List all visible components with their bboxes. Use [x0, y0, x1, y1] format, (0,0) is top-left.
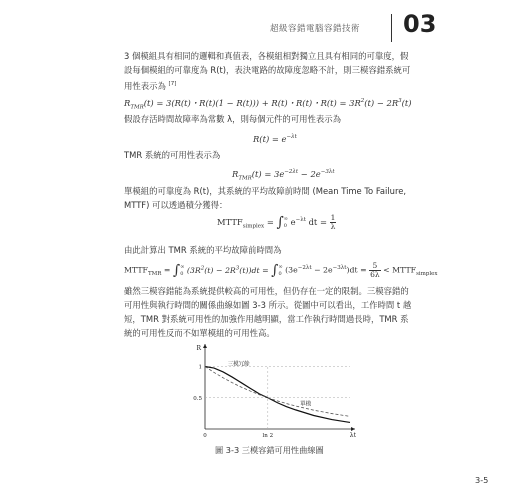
eq5-lower-2: 0: [278, 270, 282, 277]
eq5-sup1: 2: [200, 264, 205, 271]
eq5-sup3: −2λt: [297, 264, 312, 271]
eq5-upper-1: ∞: [180, 263, 185, 270]
eq3-sub: TMR: [238, 175, 252, 182]
eq5-a: =: [161, 265, 173, 275]
chapter-number: 03: [403, 10, 437, 38]
reliability-chart: [190, 340, 360, 442]
equation-mttf-simplex: [217, 214, 336, 231]
eq5-den: 6λ: [370, 270, 380, 279]
eq5-upper-2: ∞: [278, 263, 283, 270]
eq4-lhs: MTTF: [217, 217, 243, 227]
para1-line3: [124, 78, 176, 93]
eq1-sup1: 2: [360, 98, 365, 105]
x-tick-label-ln2: ln 2: [262, 433, 274, 439]
eq4-dt: dt =: [305, 217, 330, 227]
eq4-upper: ∞: [283, 215, 288, 222]
eq4-lower: 0: [283, 222, 287, 229]
eq1-end: (t): [401, 98, 412, 108]
eq1-sup2: 3: [398, 98, 402, 105]
eq5-sup4: −3λt: [332, 264, 347, 271]
fraction-5-over-6lambda: [369, 262, 381, 279]
eq5-h: < MTTF: [380, 265, 417, 275]
chart-labels-layer: [193, 345, 356, 439]
eq4-eq: =: [264, 217, 277, 227]
eq3-lhs: R: [232, 169, 239, 179]
eq4-den: λ: [330, 222, 336, 231]
eq5-g: )dt =: [346, 265, 370, 275]
para6-line2: 可用性與執行時間的關係曲線如圖 3-3 所示。從圖中可以看出，工作時間 t 越: [124, 300, 412, 310]
series-label-simplex: 單模: [300, 401, 312, 408]
citation-ref: [7]: [168, 81, 177, 87]
eq2-body: R(t) = e: [253, 134, 287, 144]
series-label-tmr: 三模冗餘: [227, 361, 250, 368]
eq3-sup2: −3λt: [320, 169, 335, 176]
equation-mttf-tmr: [124, 262, 438, 279]
eq3-rest: (t) = 3e: [251, 169, 285, 179]
eq5-sup2: 3: [235, 264, 240, 271]
para4-line2: MTTF) 可以透過積分獲得：: [124, 200, 228, 210]
equation-reliability: [253, 134, 297, 144]
para1-line1: 3 個模組具有相同的邏輯和真值表，各模組相對獨立且具有相同的可靠度，假: [124, 51, 409, 61]
chart-axes: [203, 344, 355, 431]
figure-caption: 圖 3-3 三模容錯可用性曲線圖: [215, 445, 324, 455]
eq2-sup: −λt: [286, 134, 297, 141]
page-number: 3-5: [475, 475, 489, 485]
eq5-d: (t))dt =: [239, 265, 272, 275]
fraction-1-over-lambda: [330, 214, 337, 231]
book-title: 超級容錯電腦容錯技術: [270, 24, 361, 34]
para6-line1: 雖然三模容錯能為系統提供較高的可用性，但仍存在一定的限制。三模容錯的: [124, 286, 409, 296]
eq4-sup: −λt: [295, 217, 306, 224]
equation-rtmr-exponential: [232, 169, 335, 182]
eq1-mid: (t) − 2R: [364, 98, 399, 108]
para3: TMR 系統的可用性表示為: [124, 150, 221, 160]
eq4-body: e: [287, 217, 296, 227]
integral-sign: ∫: [276, 214, 284, 231]
y-axis-arrow: [203, 344, 207, 348]
eq5-num: 5: [369, 262, 381, 271]
eq5-b: (3R: [184, 265, 201, 275]
integral-sign-1: ∫: [172, 262, 181, 279]
eq5-sub2: simplex: [416, 271, 438, 278]
eq5-lhs: MTTF: [124, 265, 148, 275]
header-divider: [391, 14, 392, 42]
eq5-e: (3e: [282, 265, 298, 275]
x-tick-label-0: 0: [203, 433, 207, 439]
eq1-lhs: R: [124, 98, 131, 108]
para6-line3: 短，TMR 對系統可用性的加強作用越明顯，當工作執行時間過長時，TMR 系: [124, 314, 409, 324]
para4-line1: 單模組的可靠度為 R(t)，其系統的平均故障前時間 (Mean Time To Failure,: [124, 186, 407, 196]
eq5-c: (t) − 2R: [204, 265, 236, 275]
para1-line3-text: 用性表示為: [124, 80, 166, 91]
series-line-tmr: [205, 367, 350, 423]
eq5-sub: TMR: [147, 271, 162, 278]
chart-series-layer: [205, 367, 350, 423]
y-tick-label-05: 0.5: [193, 395, 202, 402]
eq5-f: − 2e: [311, 265, 333, 275]
eq1-sub: TMR: [130, 104, 144, 111]
para5: 由此計算出 TMR 系統的平均故障前時間為: [124, 245, 282, 255]
eq5-lower-1: 0: [180, 270, 184, 277]
y-tick-label-1: 1: [198, 364, 202, 371]
eq4-sub: simplex: [242, 223, 265, 230]
equation-rtmr-expansion: [124, 97, 412, 111]
integral-sign-2: ∫: [271, 262, 279, 279]
y-axis-label: R: [196, 345, 201, 352]
eq3-sup1: −2λt: [284, 169, 299, 176]
para2: 假設存活時間故障率為常數 λ，則每個元件的可用性表示為: [124, 114, 341, 124]
eq3-mid: − 2e: [298, 169, 321, 179]
eq1-rest: (t) = 3(R(t)・R(t)(1 − R(t))) + R(t)・R(t)・R(t) = 3R: [143, 98, 361, 108]
x-axis-label: λt: [349, 432, 356, 439]
x-axis-arrow: [351, 427, 355, 431]
para6-line4: 統的可用性反而不如單模組的可用性高。: [124, 328, 275, 338]
eq4-num: 1: [330, 213, 336, 222]
para1-line2: 設每個模組的可靠度為 R(t)，表決電路的故障度忽略不計，則三模容錯系統可: [124, 65, 411, 75]
